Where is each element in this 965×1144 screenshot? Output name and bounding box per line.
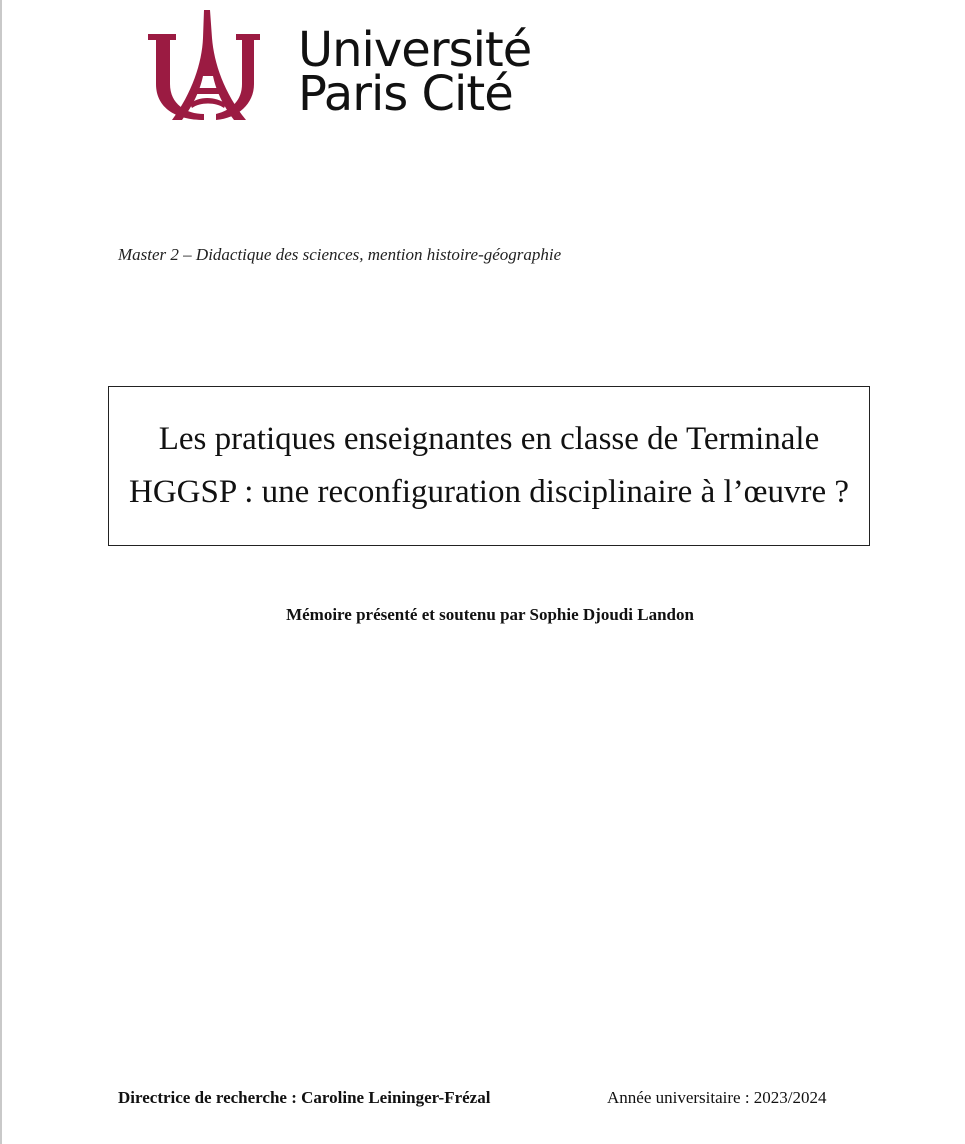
title-box	[108, 386, 870, 546]
supervisor-line: Directrice de recherche : Caroline Leininger-Frézal	[118, 1088, 491, 1107]
thesis-title: Les pratiques enseignantes en classe de Terminale HGGSP : une reconfiguration disciplinaire à l’œuvre ?	[129, 421, 849, 510]
author-line: Mémoire présenté et soutenu par Sophie Djoudi Landon	[286, 605, 694, 624]
university-name-line-1: Université	[298, 22, 532, 78]
academic-year-line: Année universitaire : 2023/2024	[607, 1088, 827, 1107]
university-logo	[146, 8, 546, 126]
university-name-line-2: Paris Cité	[298, 66, 513, 122]
page-edge	[0, 0, 2, 1144]
program-line: Master 2 – Didactique des sciences, mention histoire-géographie	[118, 245, 562, 264]
eiffel-u-logo-icon	[146, 8, 266, 126]
university-name	[298, 22, 532, 122]
